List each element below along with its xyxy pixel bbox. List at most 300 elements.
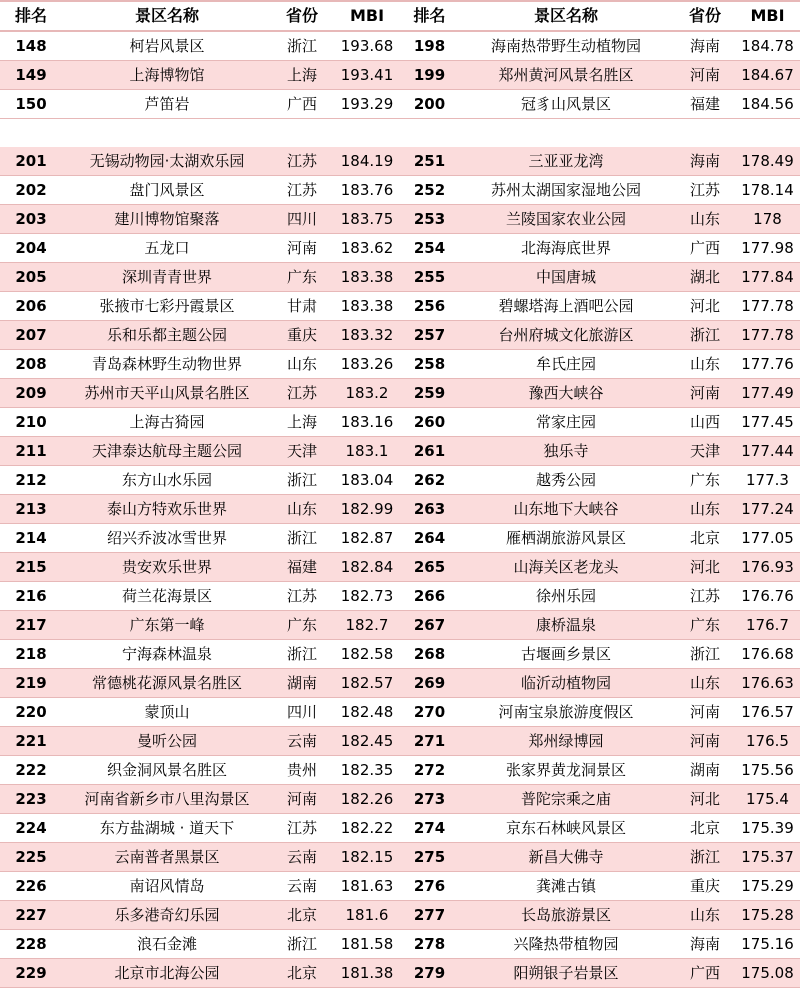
cell-name-right: 古堰画乡景区 — [457, 640, 675, 669]
cell-province-right: 海南 — [675, 930, 735, 959]
cell-province-right: 北京 — [675, 814, 735, 843]
cell-province-left: 上海 — [272, 408, 332, 437]
cell-name-left: 建川博物馆聚落 — [62, 205, 272, 234]
cell-mbi-right: 176.68 — [735, 640, 800, 669]
cell-name-left: 云南普者黑景区 — [62, 843, 272, 872]
cell-province-right: 天津 — [675, 437, 735, 466]
cell-mbi-left: 183.62 — [332, 234, 402, 263]
table-row — [0, 205, 800, 234]
cell-name-left: 东方山水乐园 — [62, 466, 272, 495]
cell-province-left: 浙江 — [272, 930, 332, 959]
cell-mbi-right: 177.76 — [735, 350, 800, 379]
cell-rank-right: 277 — [402, 901, 457, 930]
cell-mbi-right: 184.56 — [735, 90, 800, 119]
cell-province-right: 河南 — [675, 727, 735, 756]
cell-mbi-left: 183.2 — [332, 379, 402, 408]
cell-name-right: 张家界黄龙洞景区 — [457, 756, 675, 785]
cell-rank-right: 270 — [402, 698, 457, 727]
cell-mbi-right: 175.56 — [735, 756, 800, 785]
cell-name-right: 中国唐城 — [457, 263, 675, 292]
cell-mbi-left: 182.26 — [332, 785, 402, 814]
cell-province-right: 河南 — [675, 379, 735, 408]
table-row — [0, 756, 800, 785]
cell-mbi-right: 178.14 — [735, 176, 800, 205]
cell-rank-right: 272 — [402, 756, 457, 785]
cell-name-right: 山海关区老龙头 — [457, 553, 675, 582]
header-mbi-left: MBI — [332, 1, 402, 31]
cell-province-left: 四川 — [272, 698, 332, 727]
table-row — [0, 640, 800, 669]
cell-mbi-right: 175.29 — [735, 872, 800, 901]
table-row — [0, 582, 800, 611]
cell-rank-left: 149 — [0, 61, 62, 90]
cell-rank-left: 226 — [0, 872, 62, 901]
cell-mbi-left: 182.7 — [332, 611, 402, 640]
cell-mbi-right: 175.39 — [735, 814, 800, 843]
cell-name-left: 五龙口 — [62, 234, 272, 263]
cell-province-left: 广东 — [272, 263, 332, 292]
cell-rank-right: 260 — [402, 408, 457, 437]
cell-name-left: 宁海森林温泉 — [62, 640, 272, 669]
cell-mbi-left: 182.84 — [332, 553, 402, 582]
cell-mbi-left: 182.45 — [332, 727, 402, 756]
cell-mbi-right: 176.7 — [735, 611, 800, 640]
cell-name-left: 盘门风景区 — [62, 176, 272, 205]
cell-name-left: 上海古猗园 — [62, 408, 272, 437]
table-row — [0, 495, 800, 524]
cell-name-right: 北海海底世界 — [457, 234, 675, 263]
cell-name-left: 荷兰花海景区 — [62, 582, 272, 611]
cell-province-left: 云南 — [272, 843, 332, 872]
cell-name-left: 东方盐湖城 · 道天下 — [62, 814, 272, 843]
cell-rank-left: 148 — [0, 31, 62, 61]
cell-province-right: 浙江 — [675, 640, 735, 669]
cell-mbi-left: 182.15 — [332, 843, 402, 872]
cell-name-left: 青岛森林野生动物世界 — [62, 350, 272, 379]
cell-province-left: 江苏 — [272, 582, 332, 611]
cell-rank-left: 222 — [0, 756, 62, 785]
cell-province-right: 山东 — [675, 205, 735, 234]
cell-mbi-right: 175.16 — [735, 930, 800, 959]
cell-name-left: 南诏风情岛 — [62, 872, 272, 901]
cell-mbi-right: 177.78 — [735, 292, 800, 321]
cell-rank-left: 215 — [0, 553, 62, 582]
cell-rank-right: 275 — [402, 843, 457, 872]
cell-name-left: 芦笛岩 — [62, 90, 272, 119]
cell-rank-left: 213 — [0, 495, 62, 524]
cell-mbi-left: 184.19 — [332, 147, 402, 176]
cell-mbi-left: 181.63 — [332, 872, 402, 901]
cell-name-left: 广东第一峰 — [62, 611, 272, 640]
cell-province-right: 河北 — [675, 785, 735, 814]
cell-province-left: 浙江 — [272, 466, 332, 495]
cell-rank-left: 225 — [0, 843, 62, 872]
cell-name-right: 康桥温泉 — [457, 611, 675, 640]
table-row — [0, 321, 800, 350]
cell-mbi-right: 177.44 — [735, 437, 800, 466]
cell-rank-left: 211 — [0, 437, 62, 466]
cell-name-left: 北京市北海公园 — [62, 959, 272, 988]
cell-rank-left: 202 — [0, 176, 62, 205]
cell-name-right: 常家庄园 — [457, 408, 675, 437]
table-row — [0, 843, 800, 872]
cell-name-right: 碧螺塔海上酒吧公园 — [457, 292, 675, 321]
cell-mbi-right: 184.78 — [735, 31, 800, 61]
cell-province-left: 山东 — [272, 495, 332, 524]
cell-rank-right: 276 — [402, 872, 457, 901]
cell-rank-left: 204 — [0, 234, 62, 263]
cell-province-left: 浙江 — [272, 31, 332, 61]
cell-province-right: 山东 — [675, 495, 735, 524]
header-name-right: 景区名称 — [457, 1, 675, 31]
cell-name-right: 牟氏庄园 — [457, 350, 675, 379]
cell-mbi-left: 193.29 — [332, 90, 402, 119]
cell-mbi-right: 178 — [735, 205, 800, 234]
cell-province-right: 山东 — [675, 901, 735, 930]
cell-rank-left: 210 — [0, 408, 62, 437]
cell-mbi-right: 175.28 — [735, 901, 800, 930]
cell-mbi-left: 183.38 — [332, 263, 402, 292]
cell-province-left: 河南 — [272, 785, 332, 814]
table-row — [0, 408, 800, 437]
table-row — [0, 872, 800, 901]
cell-name-right: 临沂动植物园 — [457, 669, 675, 698]
cell-mbi-left: 181.38 — [332, 959, 402, 988]
cell-province-right: 广东 — [675, 611, 735, 640]
header-province-left: 省份 — [272, 1, 332, 31]
cell-name-right: 三亚亚龙湾 — [457, 147, 675, 176]
cell-name-left: 蒙顶山 — [62, 698, 272, 727]
table-row — [0, 31, 800, 61]
cell-name-right: 河南宝泉旅游度假区 — [457, 698, 675, 727]
cell-name-right: 郑州黄河风景名胜区 — [457, 61, 675, 90]
cell-rank-right: 259 — [402, 379, 457, 408]
cell-rank-left: 217 — [0, 611, 62, 640]
cell-rank-right: 252 — [402, 176, 457, 205]
cell-province-left: 天津 — [272, 437, 332, 466]
table-row — [0, 785, 800, 814]
header-province-right: 省份 — [675, 1, 735, 31]
cell-name-left: 天津泰达航母主题公园 — [62, 437, 272, 466]
cell-mbi-left: 182.35 — [332, 756, 402, 785]
cell-province-left: 江苏 — [272, 379, 332, 408]
cell-name-right: 冠豸山风景区 — [457, 90, 675, 119]
header-mbi-right: MBI — [735, 1, 800, 31]
table-row — [0, 466, 800, 495]
cell-name-left: 上海博物馆 — [62, 61, 272, 90]
table-row — [0, 524, 800, 553]
cell-rank-right: 265 — [402, 553, 457, 582]
cell-province-left: 北京 — [272, 901, 332, 930]
cell-province-left: 广东 — [272, 611, 332, 640]
cell-mbi-right: 177.05 — [735, 524, 800, 553]
cell-rank-right: 269 — [402, 669, 457, 698]
header-rank-right: 排名 — [402, 1, 457, 31]
cell-name-right: 兰陵国家农业公园 — [457, 205, 675, 234]
cell-name-left: 河南省新乡市八里沟景区 — [62, 785, 272, 814]
table-row — [0, 147, 800, 176]
cell-rank-left: 223 — [0, 785, 62, 814]
cell-mbi-left: 183.16 — [332, 408, 402, 437]
cell-name-right: 新昌大佛寺 — [457, 843, 675, 872]
cell-rank-left: 218 — [0, 640, 62, 669]
cell-rank-left: 209 — [0, 379, 62, 408]
cell-mbi-left: 183.75 — [332, 205, 402, 234]
cell-name-right: 雁栖湖旅游风景区 — [457, 524, 675, 553]
table-row — [0, 379, 800, 408]
cell-name-right: 豫西大峡谷 — [457, 379, 675, 408]
table-row — [0, 698, 800, 727]
table-row — [0, 350, 800, 379]
cell-rank-right: 266 — [402, 582, 457, 611]
cell-province-right: 河南 — [675, 61, 735, 90]
cell-name-left: 张掖市七彩丹霞景区 — [62, 292, 272, 321]
cell-mbi-left: 182.57 — [332, 669, 402, 698]
cell-name-right: 阳朔银子岩景区 — [457, 959, 675, 988]
cell-province-right: 海南 — [675, 147, 735, 176]
cell-province-right: 江苏 — [675, 176, 735, 205]
cell-mbi-left: 183.32 — [332, 321, 402, 350]
cell-rank-left: 227 — [0, 901, 62, 930]
cell-rank-left: 224 — [0, 814, 62, 843]
cell-name-right: 苏州太湖国家湿地公园 — [457, 176, 675, 205]
cell-province-left: 广西 — [272, 90, 332, 119]
cell-province-left: 河南 — [272, 234, 332, 263]
cell-rank-right: 278 — [402, 930, 457, 959]
cell-mbi-left: 182.22 — [332, 814, 402, 843]
cell-mbi-right: 175.08 — [735, 959, 800, 988]
cell-province-right: 浙江 — [675, 843, 735, 872]
table-row — [0, 263, 800, 292]
table-row — [0, 292, 800, 321]
cell-mbi-left: 182.48 — [332, 698, 402, 727]
cell-rank-right: 268 — [402, 640, 457, 669]
cell-province-right: 河北 — [675, 553, 735, 582]
cell-name-right: 兴隆热带植物园 — [457, 930, 675, 959]
cell-rank-left: 229 — [0, 959, 62, 988]
table-row — [0, 959, 800, 988]
table-row — [0, 611, 800, 640]
cell-province-left: 江苏 — [272, 176, 332, 205]
cell-mbi-left: 182.99 — [332, 495, 402, 524]
cell-mbi-left: 183.26 — [332, 350, 402, 379]
cell-mbi-right: 184.67 — [735, 61, 800, 90]
cell-rank-left: 219 — [0, 669, 62, 698]
top-rows — [0, 31, 800, 119]
cell-name-left: 曼听公园 — [62, 727, 272, 756]
cell-name-right: 郑州绿博园 — [457, 727, 675, 756]
cell-mbi-left: 193.68 — [332, 31, 402, 61]
cell-province-left: 云南 — [272, 727, 332, 756]
cell-rank-right: 273 — [402, 785, 457, 814]
cell-rank-left: 212 — [0, 466, 62, 495]
cell-rank-left: 221 — [0, 727, 62, 756]
cell-rank-right: 253 — [402, 205, 457, 234]
cell-mbi-left: 183.1 — [332, 437, 402, 466]
table-row — [0, 901, 800, 930]
cell-mbi-right: 176.5 — [735, 727, 800, 756]
cell-province-right: 广西 — [675, 959, 735, 988]
cell-province-right: 山东 — [675, 350, 735, 379]
table-row — [0, 930, 800, 959]
cell-rank-left: 150 — [0, 90, 62, 119]
cell-province-right: 北京 — [675, 524, 735, 553]
cell-mbi-left: 182.58 — [332, 640, 402, 669]
table-row — [0, 61, 800, 90]
cell-name-left: 无锡动物园·太湖欢乐园 — [62, 147, 272, 176]
cell-province-left: 山东 — [272, 350, 332, 379]
cell-rank-right: 258 — [402, 350, 457, 379]
table-row — [0, 437, 800, 466]
cell-province-right: 山西 — [675, 408, 735, 437]
cell-province-right: 海南 — [675, 31, 735, 61]
cell-name-left: 乐和乐都主题公园 — [62, 321, 272, 350]
cell-rank-right: 267 — [402, 611, 457, 640]
cell-name-right: 京东石林峡风景区 — [457, 814, 675, 843]
cell-mbi-right: 175.4 — [735, 785, 800, 814]
cell-province-left: 上海 — [272, 61, 332, 90]
cell-rank-right: 198 — [402, 31, 457, 61]
main-rows — [0, 147, 800, 988]
cell-province-left: 福建 — [272, 553, 332, 582]
cell-province-left: 云南 — [272, 872, 332, 901]
cell-mbi-left: 182.87 — [332, 524, 402, 553]
cell-mbi-left: 183.76 — [332, 176, 402, 205]
table-row — [0, 234, 800, 263]
cell-name-left: 深圳青青世界 — [62, 263, 272, 292]
cell-name-left: 织金洞风景名胜区 — [62, 756, 272, 785]
cell-province-right: 广西 — [675, 234, 735, 263]
cell-mbi-left: 183.04 — [332, 466, 402, 495]
cell-province-right: 河北 — [675, 292, 735, 321]
cell-province-left: 四川 — [272, 205, 332, 234]
cell-mbi-right: 177.78 — [735, 321, 800, 350]
cell-mbi-right: 176.63 — [735, 669, 800, 698]
cell-rank-left: 205 — [0, 263, 62, 292]
cell-name-right: 龚滩古镇 — [457, 872, 675, 901]
cell-name-right: 海南热带野生动植物园 — [457, 31, 675, 61]
cell-rank-right: 255 — [402, 263, 457, 292]
cell-name-right: 长岛旅游景区 — [457, 901, 675, 930]
cell-name-left: 绍兴乔波冰雪世界 — [62, 524, 272, 553]
header-rank-left: 排名 — [0, 1, 62, 31]
cell-mbi-right: 177.49 — [735, 379, 800, 408]
cell-province-right: 浙江 — [675, 321, 735, 350]
table-row — [0, 90, 800, 119]
cell-province-right: 湖南 — [675, 756, 735, 785]
cell-mbi-right: 178.49 — [735, 147, 800, 176]
cell-name-right: 徐州乐园 — [457, 582, 675, 611]
cell-province-right: 湖北 — [675, 263, 735, 292]
cell-rank-right: 264 — [402, 524, 457, 553]
cell-province-right: 河南 — [675, 698, 735, 727]
cell-name-right: 台州府城文化旅游区 — [457, 321, 675, 350]
cell-mbi-right: 177.3 — [735, 466, 800, 495]
cell-name-right: 山东地下大峡谷 — [457, 495, 675, 524]
cell-mbi-right: 176.93 — [735, 553, 800, 582]
cell-province-right: 江苏 — [675, 582, 735, 611]
cell-rank-left: 203 — [0, 205, 62, 234]
cell-province-left: 北京 — [272, 959, 332, 988]
cell-rank-right: 199 — [402, 61, 457, 90]
cell-name-left: 苏州市天平山风景名胜区 — [62, 379, 272, 408]
cell-mbi-left: 182.73 — [332, 582, 402, 611]
cell-name-left: 泰山方特欢乐世界 — [62, 495, 272, 524]
cell-rank-left: 214 — [0, 524, 62, 553]
cell-mbi-right: 176.57 — [735, 698, 800, 727]
cell-rank-right: 279 — [402, 959, 457, 988]
cell-name-left: 浪石金滩 — [62, 930, 272, 959]
cell-name-left: 乐多港奇幻乐园 — [62, 901, 272, 930]
cell-rank-left: 228 — [0, 930, 62, 959]
cell-name-left: 贵安欢乐世界 — [62, 553, 272, 582]
cell-province-right: 山东 — [675, 669, 735, 698]
cell-name-right: 越秀公园 — [457, 466, 675, 495]
cell-rank-left: 220 — [0, 698, 62, 727]
cell-rank-left: 201 — [0, 147, 62, 176]
cell-rank-right: 261 — [402, 437, 457, 466]
cell-rank-left: 216 — [0, 582, 62, 611]
table-row — [0, 727, 800, 756]
cell-province-left: 甘肃 — [272, 292, 332, 321]
cell-province-left: 江苏 — [272, 147, 332, 176]
cell-rank-right: 262 — [402, 466, 457, 495]
table-row — [0, 814, 800, 843]
cell-mbi-left: 193.41 — [332, 61, 402, 90]
cell-province-left: 浙江 — [272, 640, 332, 669]
cell-province-right: 福建 — [675, 90, 735, 119]
table-row — [0, 553, 800, 582]
cell-province-right: 重庆 — [675, 872, 735, 901]
cell-name-left: 常德桃花源风景名胜区 — [62, 669, 272, 698]
header-name-left: 景区名称 — [62, 1, 272, 31]
cell-rank-right: 256 — [402, 292, 457, 321]
cell-name-right: 独乐寺 — [457, 437, 675, 466]
cell-rank-right: 254 — [402, 234, 457, 263]
cell-rank-right: 251 — [402, 147, 457, 176]
cell-province-left: 浙江 — [272, 524, 332, 553]
cell-rank-right: 257 — [402, 321, 457, 350]
cell-province-left: 湖南 — [272, 669, 332, 698]
cell-mbi-left: 181.6 — [332, 901, 402, 930]
cell-rank-right: 274 — [402, 814, 457, 843]
cell-rank-right: 271 — [402, 727, 457, 756]
cell-mbi-right: 177.98 — [735, 234, 800, 263]
cell-mbi-right: 177.84 — [735, 263, 800, 292]
cell-province-left: 重庆 — [272, 321, 332, 350]
cell-rank-left: 207 — [0, 321, 62, 350]
cell-mbi-right: 177.24 — [735, 495, 800, 524]
cell-rank-left: 206 — [0, 292, 62, 321]
cell-mbi-right: 177.45 — [735, 408, 800, 437]
table-row — [0, 669, 800, 698]
cell-rank-right: 200 — [402, 90, 457, 119]
cell-mbi-left: 181.58 — [332, 930, 402, 959]
cell-rank-left: 208 — [0, 350, 62, 379]
cell-name-right: 普陀宗乘之庙 — [457, 785, 675, 814]
cell-name-left: 柯岩风景区 — [62, 31, 272, 61]
cell-rank-right: 263 — [402, 495, 457, 524]
cell-province-right: 广东 — [675, 466, 735, 495]
cell-mbi-right: 176.76 — [735, 582, 800, 611]
table-row — [0, 176, 800, 205]
cell-province-left: 贵州 — [272, 756, 332, 785]
cell-mbi-left: 183.38 — [332, 292, 402, 321]
header-row — [0, 1, 800, 31]
cell-province-left: 江苏 — [272, 814, 332, 843]
spacer — [0, 119, 800, 148]
cell-mbi-right: 175.37 — [735, 843, 800, 872]
